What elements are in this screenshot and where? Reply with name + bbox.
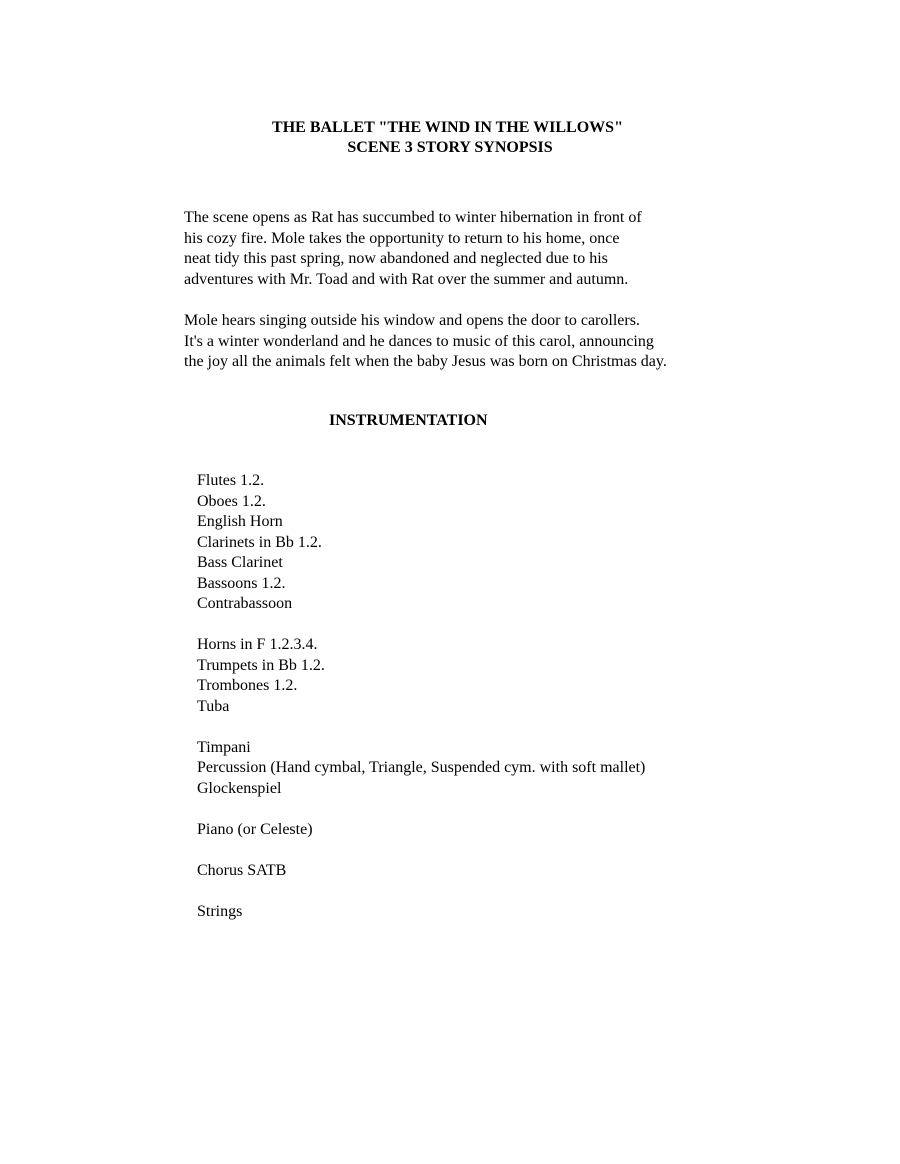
synopsis-line: the joy all the animals felt when the baby Jesus was born on Christmas day. (184, 353, 667, 370)
instrument-item: English Horn (197, 513, 283, 530)
instrument-item: Strings (197, 902, 243, 920)
brass-group (197, 635, 645, 717)
strings-group (197, 902, 645, 923)
instrument-item: Timpani (197, 738, 251, 756)
instrument-item: Trombones 1.2. (197, 677, 298, 694)
instrumentation-heading: INSTRUMENTATION (329, 412, 488, 429)
instrument-item: Bassoons 1.2. (197, 574, 286, 592)
synopsis-paragraph-1 (184, 208, 744, 290)
title-line-1: THE BALLET "THE WIND IN THE WILLOWS" (272, 119, 623, 136)
instrument-item: Oboes 1.2. (197, 492, 266, 510)
instrument-item: Horns in F 1.2.3.4. (197, 636, 318, 653)
synopsis-line: adventures with Mr. Toad and with Rat over the summer and autumn. (184, 270, 629, 288)
woodwinds-group (197, 471, 645, 615)
instrument-item: Percussion (Hand cymbal, Triangle, Suspended cym. with soft mallet) (197, 759, 646, 776)
instrument-list (197, 471, 645, 943)
synopsis-line: his cozy fire. Mole takes the opportunity to return to his home, once (184, 229, 620, 247)
synopsis-line: neat tidy this past spring, now abandoned and neglected due to his (184, 250, 608, 267)
document-title (0, 118, 900, 158)
instrument-item: Piano (or Celeste) (197, 820, 313, 838)
keyboard-group (197, 820, 645, 841)
instrument-item: Trumpets in Bb 1.2. (197, 656, 325, 674)
chorus-group (197, 861, 645, 882)
instrument-item: Chorus SATB (197, 861, 287, 879)
synopsis-line: Mole hears singing outside his window and opens the door to carollers. (184, 312, 640, 329)
instrument-item: Contrabassoon (197, 595, 293, 612)
synopsis-line: The scene opens as Rat has succumbed to winter hibernation in front of (184, 209, 642, 226)
synopsis-paragraph-2 (184, 311, 744, 373)
instrument-item: Bass Clarinet (197, 554, 283, 571)
percussion-group (197, 738, 645, 800)
synopsis-line: It's a winter wonderland and he dances to music of this carol, announcing (184, 332, 654, 350)
instrument-item: Glockenspiel (197, 779, 282, 797)
instrument-item: Clarinets in Bb 1.2. (197, 533, 322, 551)
title-line-2: SCENE 3 STORY SYNOPSIS (347, 139, 553, 156)
instrument-item: Flutes 1.2. (197, 472, 265, 489)
instrument-item: Tuba (197, 697, 230, 715)
